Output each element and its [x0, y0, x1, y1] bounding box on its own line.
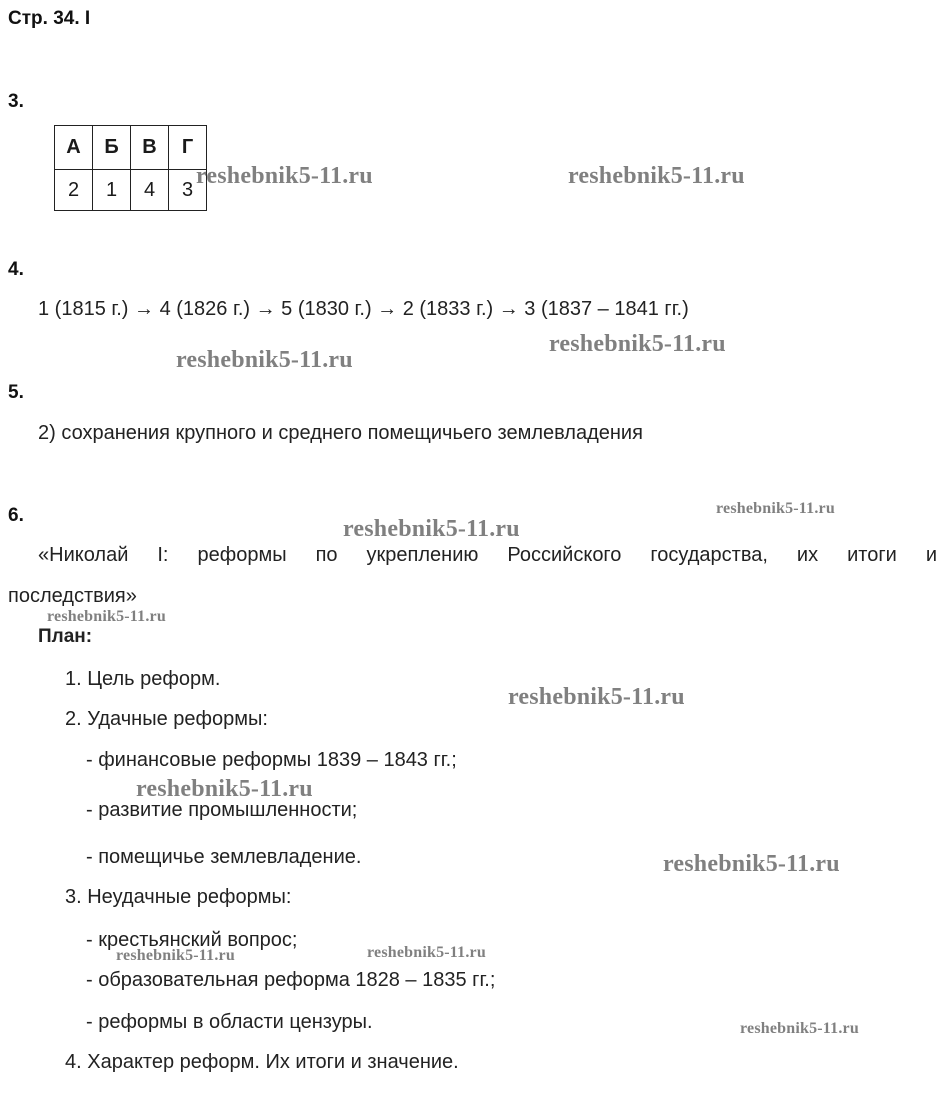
plan-item: 2. Удачные реформы: — [65, 708, 268, 730]
table-header-cell: В — [131, 126, 169, 170]
task6-topic-line2: последствия» — [8, 585, 137, 607]
plan-subitem: - образовательная реформа 1828 – 1835 гг.; — [86, 969, 496, 991]
plan-subitem: - реформы в области цензуры. — [86, 1011, 373, 1033]
watermark: reshebnik5-11.ru — [568, 163, 745, 189]
watermark: reshebnik5-11.ru — [663, 851, 840, 877]
table-value-cell: 3 — [169, 170, 207, 211]
table-header-cell: Г — [169, 126, 207, 170]
task4-sequence: 1 (1815 г.) → 4 (1826 г.) → 5 (1830 г.) → 2 (1833 г.) → 3 (1837 – 1841 гг.) — [38, 298, 689, 320]
task3-number: 3. — [8, 91, 24, 112]
table-value-cell: 4 — [131, 170, 169, 211]
watermark: reshebnik5-11.ru — [176, 347, 353, 373]
watermark: reshebnik5-11.ru — [716, 500, 835, 517]
plan-subitem: - развитие промышленности; — [86, 799, 358, 821]
table-value-cell: 1 — [93, 170, 131, 211]
answer-table — [54, 125, 207, 211]
watermark: reshebnik5-11.ru — [343, 516, 520, 542]
watermark: reshebnik5-11.ru — [549, 331, 726, 357]
watermark: reshebnik5-11.ru — [136, 776, 313, 802]
task4-number: 4. — [8, 259, 24, 280]
plan-subitem: - крестьянский вопрос; — [86, 929, 298, 951]
plan-item: 1. Цель реформ. — [65, 668, 221, 690]
watermark: reshebnik5-11.ru — [740, 1020, 859, 1037]
page-title: Стр. 34. I — [8, 8, 91, 29]
plan-subitem: - финансовые реформы 1839 – 1843 гг.; — [86, 749, 457, 771]
watermark: reshebnik5-11.ru — [196, 163, 373, 189]
plan-label: План: — [38, 626, 93, 647]
plan-item: 3. Неудачные реформы: — [65, 886, 292, 908]
task6-topic-line1: «Николай I: реформы по укреплению Российского государства, их итоги и — [38, 544, 937, 566]
watermark: reshebnik5-11.ru — [47, 608, 166, 625]
watermark: reshebnik5-11.ru — [508, 684, 685, 710]
task5-answer: 2) сохранения крупного и среднего помещичьего землевладения — [38, 422, 643, 444]
table-header-cell: А — [55, 126, 93, 170]
plan-subitem: - помещичье землевладение. — [86, 846, 362, 868]
task5-number: 5. — [8, 382, 24, 403]
watermark: reshebnik5-11.ru — [367, 944, 486, 961]
watermark: reshebnik5-11.ru — [116, 947, 235, 964]
table-header-cell: Б — [93, 126, 131, 170]
plan-item: 4. Характер реформ. Их итоги и значение. — [65, 1051, 459, 1073]
task6-number: 6. — [8, 505, 24, 526]
table-value-cell: 2 — [55, 170, 93, 211]
